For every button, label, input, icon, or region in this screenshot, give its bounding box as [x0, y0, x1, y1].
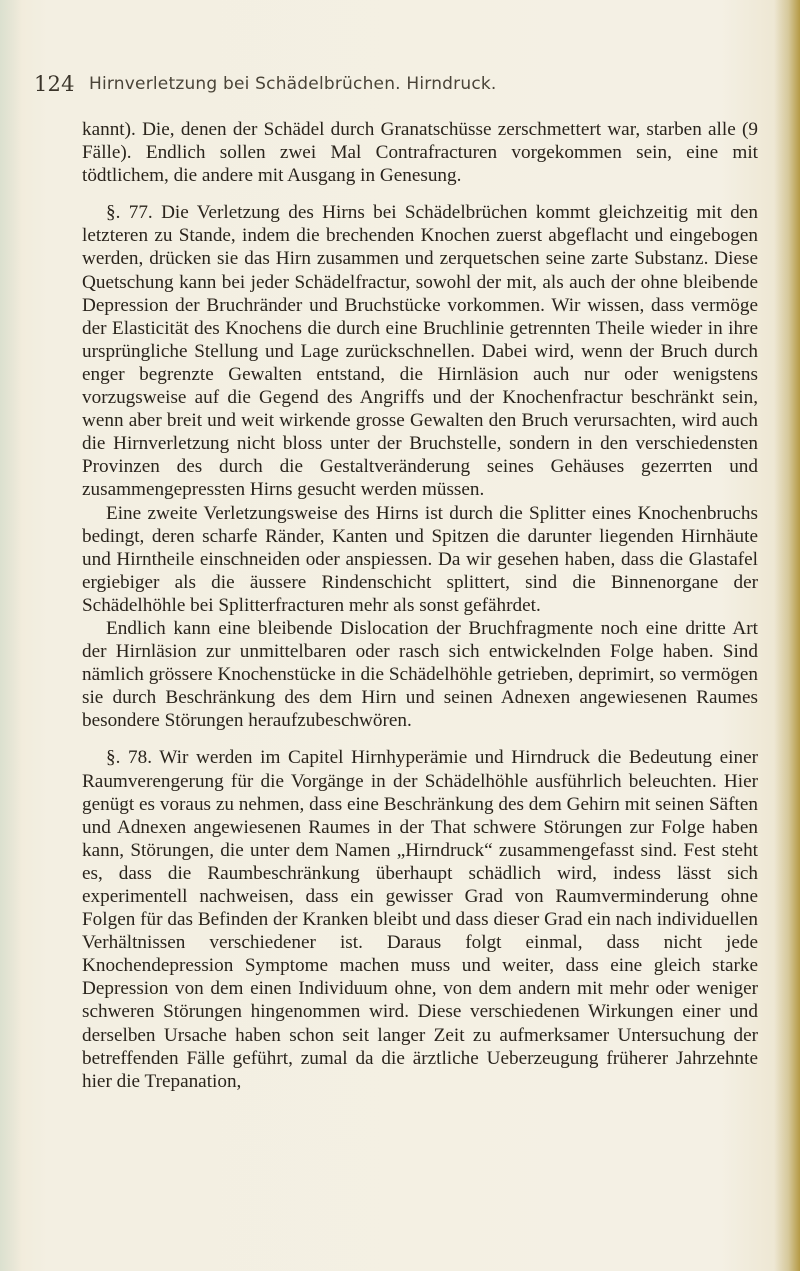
paragraph-section-77: §. 77. Die Verletzung des Hirns bei Schädelbrüchen kommt gleichzeitig mit den letzteren zu Stande, indem die brechenden Knochen zuerst abgeflacht und eingebogen werden, drücken sie das Hirn zusammen und zerquetschen seine zarte Substanz. Diese Quetschung kann bei jeder Schädelfractur, sowohl der mit, als auch der ohne bleibende Depression der Bruchränder und Bruchstücke vorkommen. Wir wissen, dass vermöge der Elasticität des Knochens die durch eine Bruchlinie getrennten Theile wieder in ihre ursprüngliche Stellung und Lage zurückschnellen. Dabei wird, wenn der Bruch durch enger begrenzte Gewalten entstand, die Hirnläsion auch nur oder wenigstens vorzugsweise auf die Gegend des Angriffs und der Knochenfractur beschränkt sein, wenn aber breit und weit wirkende grosse Gewalten den Bruch verursachten, wird auch die Hirnverletzung nicht bloss unter der Bruchstelle, sondern in den verschiedensten Provinzen des durch die Gestaltveränderung seines Gehäuses gezerrten und zusammengepressten Hirns gesucht werden müssen. [82, 202, 758, 501]
paragraph-section-78: §. 78. Wir werden im Capitel Hirnhyperämie und Hirndruck die Bedeutung einer Raumverengerung für die Vorgänge in der Schädelhöhle ausführlich beleuchten. Hier genügt es voraus zu nehmen, dass eine Beschränkung des dem Gehirn mit seinen Säften und Adnexen angewiesenen Raumes in der That schwere Störungen zur Folge haben kann, Störungen, die unter dem Namen „Hirndruck“ zusammengefasst sind. Fest steht es, dass die Raumbeschränkung überhaupt schädlich wird, indess lässt sich experimentell nachweisen, dass ein gewisser Grad von Raumverminderung ohne Folgen für das Befinden der Kranken bleibt und dass dieser Grad ein nach individuellen Verhältnissen verschiedener ist. Daraus folgt einmal, dass nicht jede Knochendepression Symptome machen muss und weiter, dass eine gleich starke Depression von dem einen Individuum ohne, von dem andern mit mehr oder weniger schweren Störungen hingenommen wird. Diese verschiedenen Wirkungen einer und derselben Ursache haben schon seit langer Zeit zu aufmerksamer Untersuchung der betreffenden Fälle geführt, zumal da die ärztliche Ueberzeugung früherer Jahrzehnte hier die Trepanation, [82, 747, 758, 1092]
paragraph-continuation: kannt). Die, denen der Schädel durch Granatschüsse zerschmettert war, starben alle (9 Fälle). Endlich sollen zwei Mal Contrafracturen vorgekommen sein, eine mit tödtlichem, die andere mit Ausgang in Genesung. [82, 119, 758, 187]
page-left-edge [0, 0, 22, 1271]
page-header [34, 72, 734, 102]
body-text [82, 118, 758, 1093]
page-number: 124 [34, 72, 75, 96]
running-head: Hirnverletzung bei Schädelbrüchen. Hirndruck. [89, 74, 497, 94]
paragraph-dislocation: Endlich kann eine bleibende Dislocation der Bruchfragmente noch eine dritte Art der Hirnläsion zur unmittelbaren oder rasch sich entwickelnden Folge haben. Sind nämlich grössere Knochenstücke in die Schädelhöhle getrieben, deprimirt, so vermögen sie durch Beschränkung des dem Hirn und seinen Adnexen angewiesenen Raumes besondere Störungen heraufzubeschwören. [82, 617, 758, 732]
paragraph-splitter: Eine zweite Verletzungsweise des Hirns ist durch die Splitter eines Knochenbruchs bedingt, deren scharfe Ränder, Kanten und Spitzen die darunter liegenden Hirnhäute und Hirntheile einschneiden oder anspiessen. Da wir gesehen haben, dass die Glastafel ergiebiger als die äussere Rindenschicht splittert, sind die Binnenorgane der Schädelhöhle bei Splitterfracturen mehr als sonst gefährdet. [82, 502, 758, 616]
page-right-edge [774, 0, 800, 1271]
